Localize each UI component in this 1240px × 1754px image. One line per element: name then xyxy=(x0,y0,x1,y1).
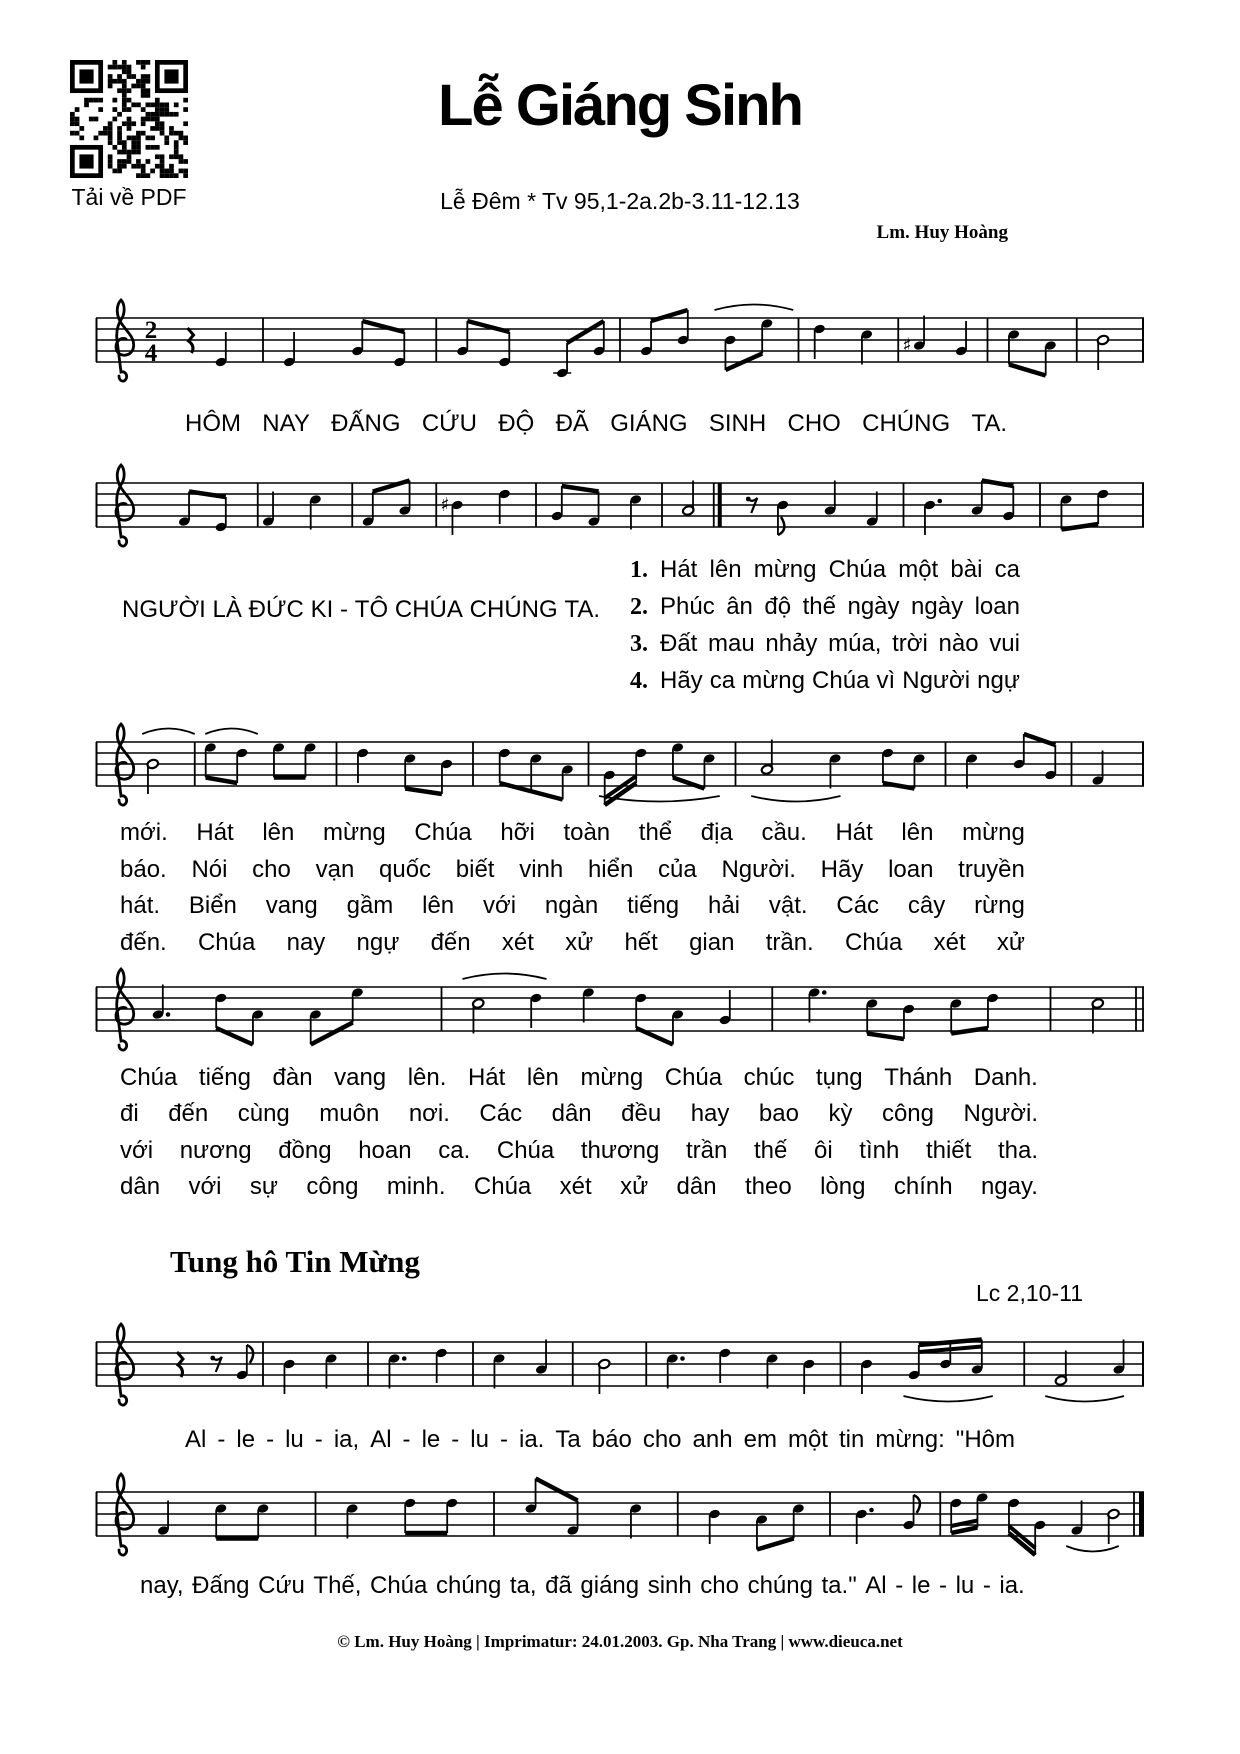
lyric-word: - xyxy=(451,1426,460,1453)
lyric-word: vạn xyxy=(315,855,355,883)
lyric-word: quốc xyxy=(379,855,432,883)
lyric-word: em xyxy=(743,1426,777,1453)
lyric-word: mừng xyxy=(742,667,805,694)
lyric-word: Chúa xyxy=(197,928,256,956)
lyric-word: xử xyxy=(565,928,594,956)
subtitle-psalm-reference: Lễ Đêm * Tv 95,1-2a.2b-3.11-12.13 xyxy=(440,188,800,214)
lyric-word: vang xyxy=(334,1064,387,1091)
lyric-word: gian xyxy=(689,928,735,956)
scripture-reference: Lc 2,10-11 xyxy=(976,1280,1083,1306)
lyric-word: xét xyxy=(559,1173,592,1201)
lyric-word: tin xyxy=(838,1426,865,1453)
lyric-word: cho xyxy=(700,1572,739,1599)
lyric-word: đồng xyxy=(278,1136,332,1164)
lyric-word: Chúa xyxy=(828,556,887,583)
lyric-word: Chúa xyxy=(844,928,903,956)
lyric-word: toàn xyxy=(563,819,611,846)
lyric-word: cây xyxy=(907,892,946,919)
lyric-word: - xyxy=(217,1426,226,1453)
lyric-word: anh xyxy=(692,1426,733,1453)
lyric-word: CHÚNG xyxy=(469,596,558,623)
lyric-word: HÔM xyxy=(185,410,241,437)
lyric-word: Nói xyxy=(191,855,228,883)
lyric-word: ta, xyxy=(509,1572,537,1599)
lyric-word: thể xyxy=(638,819,673,846)
lyric-word: ngày xyxy=(911,593,964,620)
lyric-row xyxy=(120,819,1025,856)
lyric-word: mừng xyxy=(962,819,1025,846)
lyric-word: xét xyxy=(501,928,534,956)
staff-4 xyxy=(95,957,1145,1061)
lyric-word: lên xyxy=(422,892,455,919)
lyric-word: thế xyxy=(753,1136,788,1164)
lyric-word: ngự xyxy=(356,928,400,956)
lyric-word: đến. xyxy=(120,928,167,956)
lyric-word: truyền xyxy=(958,855,1025,883)
lyric-word: theo xyxy=(744,1173,792,1201)
lyric-word: Biển xyxy=(188,892,237,919)
lyric-word: thiết xyxy=(925,1136,972,1164)
lyric-word: Hát xyxy=(196,819,234,846)
svg-text:♯: ♯ xyxy=(902,334,912,357)
lyric-word: hát. xyxy=(120,892,161,919)
lyric-word: Ta xyxy=(555,1426,581,1453)
lyric-word: le xyxy=(421,1426,441,1453)
lyric-word: vinh xyxy=(519,855,564,883)
lyric-word: đi xyxy=(120,1100,139,1128)
lyric-word: với xyxy=(120,1136,154,1164)
lyric-word: - xyxy=(314,1426,323,1453)
verse-row-3 xyxy=(630,630,1020,667)
lyric-word: hoan xyxy=(358,1136,412,1164)
lyric-word: Các xyxy=(479,1100,523,1128)
lyric-word: Người xyxy=(902,667,971,694)
lyric-word: chúc xyxy=(743,1064,795,1091)
lyric-word: ta." xyxy=(821,1572,857,1599)
lyric-word: tha. xyxy=(997,1136,1038,1164)
lyric-word: mừng: xyxy=(875,1426,945,1453)
lyric-word: Al xyxy=(865,1572,887,1599)
lyric-word: thương xyxy=(580,1136,660,1164)
lyric-word: báo xyxy=(591,1426,632,1453)
lyric-word: lên xyxy=(709,556,742,583)
lyric-word: dân xyxy=(551,1100,592,1128)
lyric-word: một xyxy=(787,1426,828,1453)
lyric-word: kỳ xyxy=(828,1100,853,1128)
lyric-word: Chúa xyxy=(473,1173,532,1201)
copyright-footer: © Lm. Huy Hoàng | Imprimatur: 24.01.2003. Gp. Nha Trang | www.dieuca.net xyxy=(337,1632,903,1651)
lyric-word: CHÚNG xyxy=(862,410,951,437)
lyric-word: cho xyxy=(252,855,291,883)
lyric-word: xét xyxy=(933,928,966,956)
staff-2 xyxy=(95,453,1145,557)
lyric-word: mừng xyxy=(753,556,817,583)
verse-ending-lyrics xyxy=(120,1064,1038,1210)
lyric-row xyxy=(120,856,1025,893)
lyric-word: độ xyxy=(764,593,792,620)
lyric-word: muôn xyxy=(319,1100,380,1128)
lyric-word: Thế, xyxy=(313,1572,362,1599)
svg-text:2: 2 xyxy=(144,317,158,344)
lyric-word: Hát xyxy=(660,556,698,583)
composer-credit: Lm. Huy Hoàng xyxy=(876,222,1008,243)
lyric-word: với xyxy=(188,1173,222,1201)
lyrics-refrain-line-2 xyxy=(122,596,600,624)
lyric-word: tiếng xyxy=(198,1064,251,1091)
lyric-word: nay xyxy=(286,928,326,956)
lyric-word: ĐÃ xyxy=(555,410,589,437)
lyric-word: vang xyxy=(265,892,318,919)
lyric-word: đến xyxy=(168,1100,209,1128)
lyric-word: một xyxy=(898,556,939,583)
lyric-word: xử xyxy=(996,928,1025,956)
lyric-word: mới. xyxy=(120,819,168,846)
lyric-word: Hãy xyxy=(660,667,703,694)
lyric-word: địa xyxy=(700,819,733,846)
lyric-word: KI xyxy=(310,596,334,623)
lyric-word: nào xyxy=(938,630,979,657)
lyric-word: CỨU xyxy=(421,410,477,437)
lyric-word: lên. xyxy=(407,1064,447,1091)
lyric-word: - xyxy=(939,1572,947,1599)
lyric-row xyxy=(120,1173,1038,1209)
verse-row-4 xyxy=(630,667,1020,704)
lyric-word: với xyxy=(482,892,517,919)
lyric-word: SINH xyxy=(708,410,767,437)
lyric-word: lu xyxy=(955,1572,975,1599)
lyric-word: mau xyxy=(708,630,755,657)
lyric-word: - xyxy=(982,1572,991,1599)
svg-text:4: 4 xyxy=(144,340,158,367)
lyric-word: ia. xyxy=(519,1426,545,1453)
lyric-word: ca xyxy=(994,556,1020,583)
lyric-row xyxy=(120,1100,1038,1136)
lyric-word: ia, xyxy=(333,1426,360,1453)
lyric-word: thế xyxy=(802,593,836,620)
lyric-word: TA. xyxy=(971,410,1007,437)
lyric-word: Chúa xyxy=(414,819,472,846)
lyric-row xyxy=(120,892,1025,929)
lyric-word: nương xyxy=(179,1136,252,1164)
lyric-word: hết xyxy=(624,928,658,956)
lyric-word: LÀ xyxy=(212,596,242,623)
lyric-word: cho xyxy=(642,1426,682,1453)
lyric-word: cùng xyxy=(237,1100,290,1128)
lyric-word: - xyxy=(402,1426,411,1453)
lyric-word: vui xyxy=(989,630,1020,657)
lyric-word: CHÚA xyxy=(394,596,463,623)
lyric-word: loan xyxy=(888,855,934,883)
lyric-word: biết xyxy=(455,855,495,883)
lyrics-alleluia-line-1 xyxy=(185,1426,1015,1454)
lyric-word: le xyxy=(236,1426,256,1453)
verse-number: 3. xyxy=(630,631,648,657)
lyric-word: dân xyxy=(676,1173,717,1201)
lyric-word: ân xyxy=(726,593,753,620)
lyric-word: mừng xyxy=(580,1064,644,1091)
lyric-word: bài xyxy=(950,556,983,583)
lyric-word: Hãy xyxy=(820,855,864,883)
lyric-word: công xyxy=(881,1100,934,1128)
lyric-word: - xyxy=(340,596,349,623)
lyric-word: ngay. xyxy=(980,1173,1038,1201)
lyric-word: Chúa xyxy=(370,1572,428,1599)
lyric-word: Hát xyxy=(835,819,873,846)
lyric-word: chính xyxy=(893,1173,953,1201)
lyric-word: NAY xyxy=(262,410,310,437)
lyric-word: nơi. xyxy=(408,1100,450,1128)
lyric-word: Chúa xyxy=(664,1064,723,1091)
lyric-word: Người. xyxy=(721,855,796,883)
lyric-word: đã xyxy=(545,1572,572,1599)
verse-row-1 xyxy=(630,556,1020,593)
lyric-word: ia. xyxy=(999,1572,1025,1599)
lyric-word: Chúa xyxy=(496,1136,555,1164)
lyric-word: mừng xyxy=(323,819,386,846)
lyric-word: TÔ xyxy=(354,596,389,623)
lyric-word: ĐỨC xyxy=(248,596,304,623)
lyric-word: Các xyxy=(836,892,880,919)
lyric-row xyxy=(120,1064,1038,1100)
staff-5 xyxy=(95,1312,1145,1416)
gospel-acclamation-heading: Tung hô Tin Mừng xyxy=(170,1244,420,1279)
lyric-word: minh. xyxy=(386,1173,446,1201)
lyric-word: sinh xyxy=(647,1572,692,1599)
lyric-word: NGƯỜI xyxy=(122,596,206,623)
lyric-word: đàn xyxy=(272,1064,313,1091)
lyric-word: TA. xyxy=(564,596,600,623)
lyric-word: của xyxy=(658,855,697,883)
lyric-word: rừng xyxy=(974,892,1025,919)
lyric-word: gầm xyxy=(346,892,394,919)
lyric-word: nay, xyxy=(140,1572,184,1599)
lyric-word: đều xyxy=(621,1100,662,1128)
lyric-word: ngàn xyxy=(544,892,599,919)
lyric-word: "Hôm xyxy=(955,1426,1015,1453)
lyric-word: - xyxy=(499,1426,508,1453)
lyric-word: Chúa xyxy=(812,667,870,694)
lyric-word: xử xyxy=(620,1173,649,1201)
lyrics-alleluia-line-2 xyxy=(140,1572,1025,1600)
verse-number: 4. xyxy=(630,668,648,694)
staff-1 xyxy=(95,288,1145,392)
lyric-word: Hát xyxy=(467,1064,506,1091)
lyric-word: hiển xyxy=(587,855,634,883)
lyric-word: múa, xyxy=(828,630,882,657)
lyric-word: vì xyxy=(876,667,896,694)
lyric-word: ôi xyxy=(813,1136,833,1164)
lyrics-refrain-line-1 xyxy=(185,410,1007,438)
verse-number: 1. xyxy=(630,557,648,583)
lyric-word: Chúa xyxy=(120,1064,178,1091)
lyric-word: đến xyxy=(430,928,471,956)
lyric-word: Người. xyxy=(963,1100,1038,1128)
verse-list xyxy=(630,556,1020,704)
lyric-word: hỡi xyxy=(500,819,535,846)
lyric-word: lên xyxy=(262,819,295,846)
lyric-word: tiếng xyxy=(627,892,680,919)
lyric-word: hay xyxy=(690,1100,730,1128)
verse-row-2 xyxy=(630,593,1020,630)
staff-6 xyxy=(95,1462,1145,1566)
lyric-word: Al xyxy=(185,1426,207,1453)
lyric-word: lên xyxy=(901,819,934,846)
lyric-word: tình xyxy=(859,1136,900,1164)
lyric-word: trần. xyxy=(765,928,814,956)
page-title: Lễ Giáng Sinh xyxy=(438,73,802,138)
lyric-word: lòng xyxy=(820,1173,866,1201)
lyric-word: CHO xyxy=(787,410,841,437)
lyric-word: ca xyxy=(709,667,736,694)
lyric-word: vật. xyxy=(768,892,808,919)
lyric-word: Thánh xyxy=(884,1064,953,1091)
lyric-word: trần xyxy=(686,1136,728,1164)
lyric-word: bao xyxy=(758,1100,799,1128)
lyric-word: dân xyxy=(120,1173,161,1201)
verse-number: 2. xyxy=(630,594,648,620)
lyric-word: Đất xyxy=(660,630,698,657)
lyric-word: - xyxy=(895,1572,904,1599)
lyric-word: le xyxy=(911,1572,931,1599)
lyric-word: lên xyxy=(526,1064,559,1091)
lyric-word: báo. xyxy=(120,855,167,883)
lyric-word: sự xyxy=(249,1173,278,1201)
lyric-word: cầu. xyxy=(761,819,807,846)
lyric-word: ĐỘ xyxy=(498,410,535,437)
lyric-word: Phúc xyxy=(660,593,715,620)
lyric-word: Danh. xyxy=(973,1064,1038,1091)
lyric-word: tụng xyxy=(815,1064,863,1091)
lyric-word: chúng xyxy=(435,1572,502,1599)
lyric-word: chúng xyxy=(747,1572,813,1599)
lyric-word: ca. xyxy=(438,1136,471,1164)
lyric-word: loan xyxy=(974,593,1020,620)
lyric-word: công xyxy=(306,1173,359,1201)
svg-text:♯: ♯ xyxy=(440,494,450,516)
lyric-word: Cứu xyxy=(258,1572,305,1599)
lyric-word: ĐẤNG xyxy=(331,410,401,437)
staff-3 xyxy=(95,712,1145,816)
download-pdf-link[interactable]: Tải về PDF xyxy=(71,184,187,210)
lyric-word: trời xyxy=(892,630,928,657)
lyric-word: Al xyxy=(370,1426,392,1453)
lyric-word: GIÁNG xyxy=(610,410,688,437)
lyric-word: giáng xyxy=(580,1572,640,1599)
lyric-row xyxy=(120,1137,1038,1173)
lyric-word: hải xyxy=(707,892,741,919)
lyric-word: ngày xyxy=(847,593,900,620)
lyric-word: - xyxy=(266,1426,275,1453)
verse-continuation-lyrics xyxy=(120,819,1025,965)
lyric-word: Đấng xyxy=(192,1572,250,1599)
lyric-word: ngự xyxy=(977,667,1020,694)
lyric-word: nhảy xyxy=(765,630,818,657)
lyric-word: lu xyxy=(470,1426,489,1453)
lyric-word: lu xyxy=(285,1426,304,1453)
